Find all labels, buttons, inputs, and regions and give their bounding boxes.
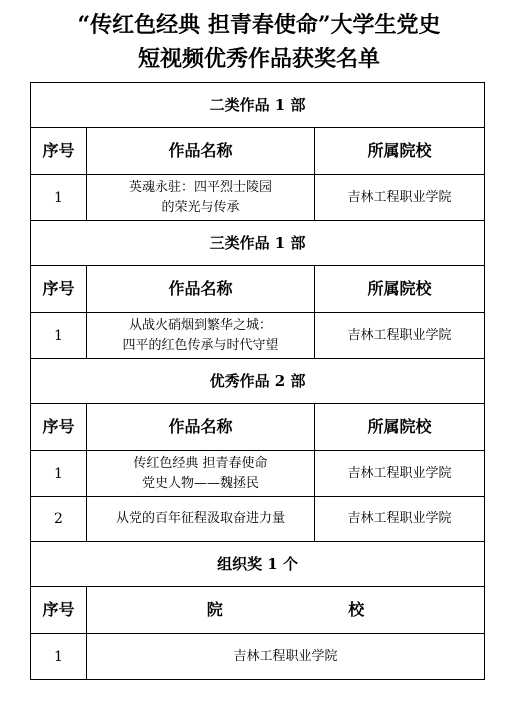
section-heading-row [31, 221, 485, 266]
work-header: 作品名称 [87, 266, 315, 313]
school-header: 所属院校 [315, 128, 485, 175]
seq-header: 序号 [31, 404, 87, 451]
work-line: 从党的百年征程汲取奋进力量 [115, 511, 285, 526]
seq-cell: 1 [31, 313, 87, 359]
school-cell: 吉林工程职业学院 [315, 497, 485, 542]
section-heading: 三类作品 1 部 [31, 221, 485, 266]
column-header-row [31, 128, 485, 175]
section-heading: 二类作品 1 部 [31, 83, 485, 128]
seq-header: 序号 [31, 587, 87, 634]
school-cell: 吉林工程职业学院 [87, 634, 485, 680]
work-line: 英魂永驻：四平烈士陵园 [128, 179, 272, 195]
section-heading-row [31, 83, 485, 128]
work-line: 四平的红色传承与时代守望 [122, 337, 279, 353]
work-line: 党史人物——魏拯民 [141, 475, 259, 491]
award-list-table [30, 82, 485, 680]
seq-cell: 2 [31, 497, 87, 542]
section-heading: 组织奖 1 个 [31, 542, 485, 587]
work-header: 作品名称 [87, 404, 315, 451]
school-header [87, 587, 485, 634]
school-cell: 吉林工程职业学院 [315, 313, 485, 359]
school-header: 所属院校 [315, 266, 485, 313]
school-header: 所属院校 [315, 404, 485, 451]
work-cell [87, 313, 315, 359]
column-header-row [31, 404, 485, 451]
seq-header: 序号 [31, 128, 87, 175]
work-line: 从战火硝烟到繁华之城： [128, 317, 272, 333]
table-row [31, 451, 485, 497]
work-line: 的荣光与传承 [161, 199, 240, 215]
table-row [31, 497, 485, 542]
column-header-row [31, 266, 485, 313]
work-cell [87, 451, 315, 497]
seq-cell: 1 [31, 634, 87, 680]
section-heading-row [31, 542, 485, 587]
column-header-row [31, 587, 485, 634]
work-cell [87, 175, 315, 221]
school-cell: 吉林工程职业学院 [315, 451, 485, 497]
table-row [31, 634, 485, 680]
seq-cell: 1 [31, 175, 87, 221]
document-title-line2: 短视频优秀作品获奖名单 [137, 46, 380, 72]
table-row [31, 313, 485, 359]
seq-cell: 1 [31, 451, 87, 497]
table-row [31, 175, 485, 221]
section-heading-row [31, 359, 485, 404]
section-heading: 优秀作品 2 部 [31, 359, 485, 404]
document-title-line1: “传红色经典 担青春使命”大学生党史 [77, 12, 441, 38]
school-cell: 吉林工程职业学院 [315, 175, 485, 221]
work-line: 传红色经典 担青春使命 [133, 455, 268, 471]
school-header-label: 院 校 [206, 600, 425, 619]
work-header: 作品名称 [87, 128, 315, 175]
work-cell [87, 497, 315, 542]
seq-header: 序号 [31, 266, 87, 313]
